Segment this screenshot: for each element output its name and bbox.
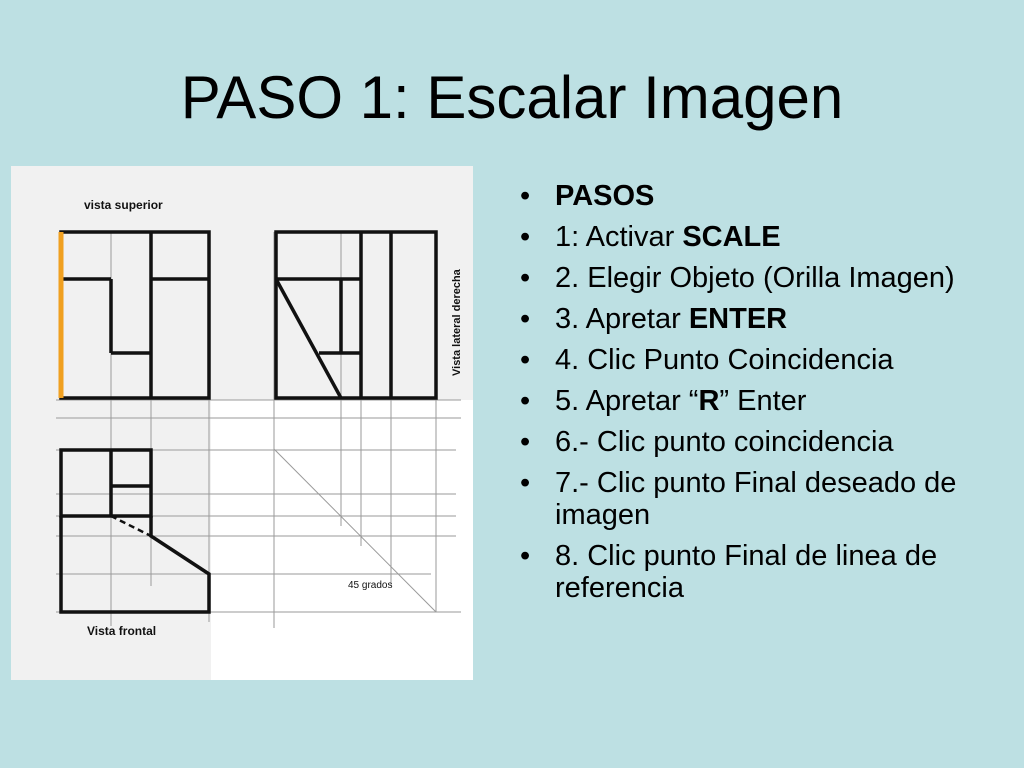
label-top-view: vista superior	[84, 198, 163, 212]
step-item: • 4. Clic Punto Coincidencia	[518, 344, 1018, 376]
steps-list	[518, 180, 1018, 613]
step-item: • 2. Elegir Objeto (Orilla Imagen)	[518, 262, 1018, 294]
orthographic-drawing-image	[11, 166, 473, 680]
label-angle: 45 grados	[348, 580, 393, 591]
step-item: • 1: Activar SCALE	[518, 221, 1018, 253]
step-item: • 8. Clic punto Final de linea de referencia	[518, 540, 1018, 604]
slide-title: PASO 1: Escalar Imagen	[180, 64, 844, 131]
step-item: • 7.- Clic punto Final deseado de imagen	[518, 467, 1018, 531]
label-front-view: Vista frontal	[87, 624, 157, 638]
step-item: • 3. Apretar ENTER	[518, 303, 1018, 335]
step-item: • PASOS	[518, 180, 1018, 212]
label-side-view: Vista lateral derecha	[451, 269, 463, 376]
top-view-panel	[11, 166, 473, 400]
step-item: • 6.- Clic punto coincidencia	[518, 426, 1018, 458]
step-item: • 5. Apretar “R” Enter	[518, 385, 1018, 417]
